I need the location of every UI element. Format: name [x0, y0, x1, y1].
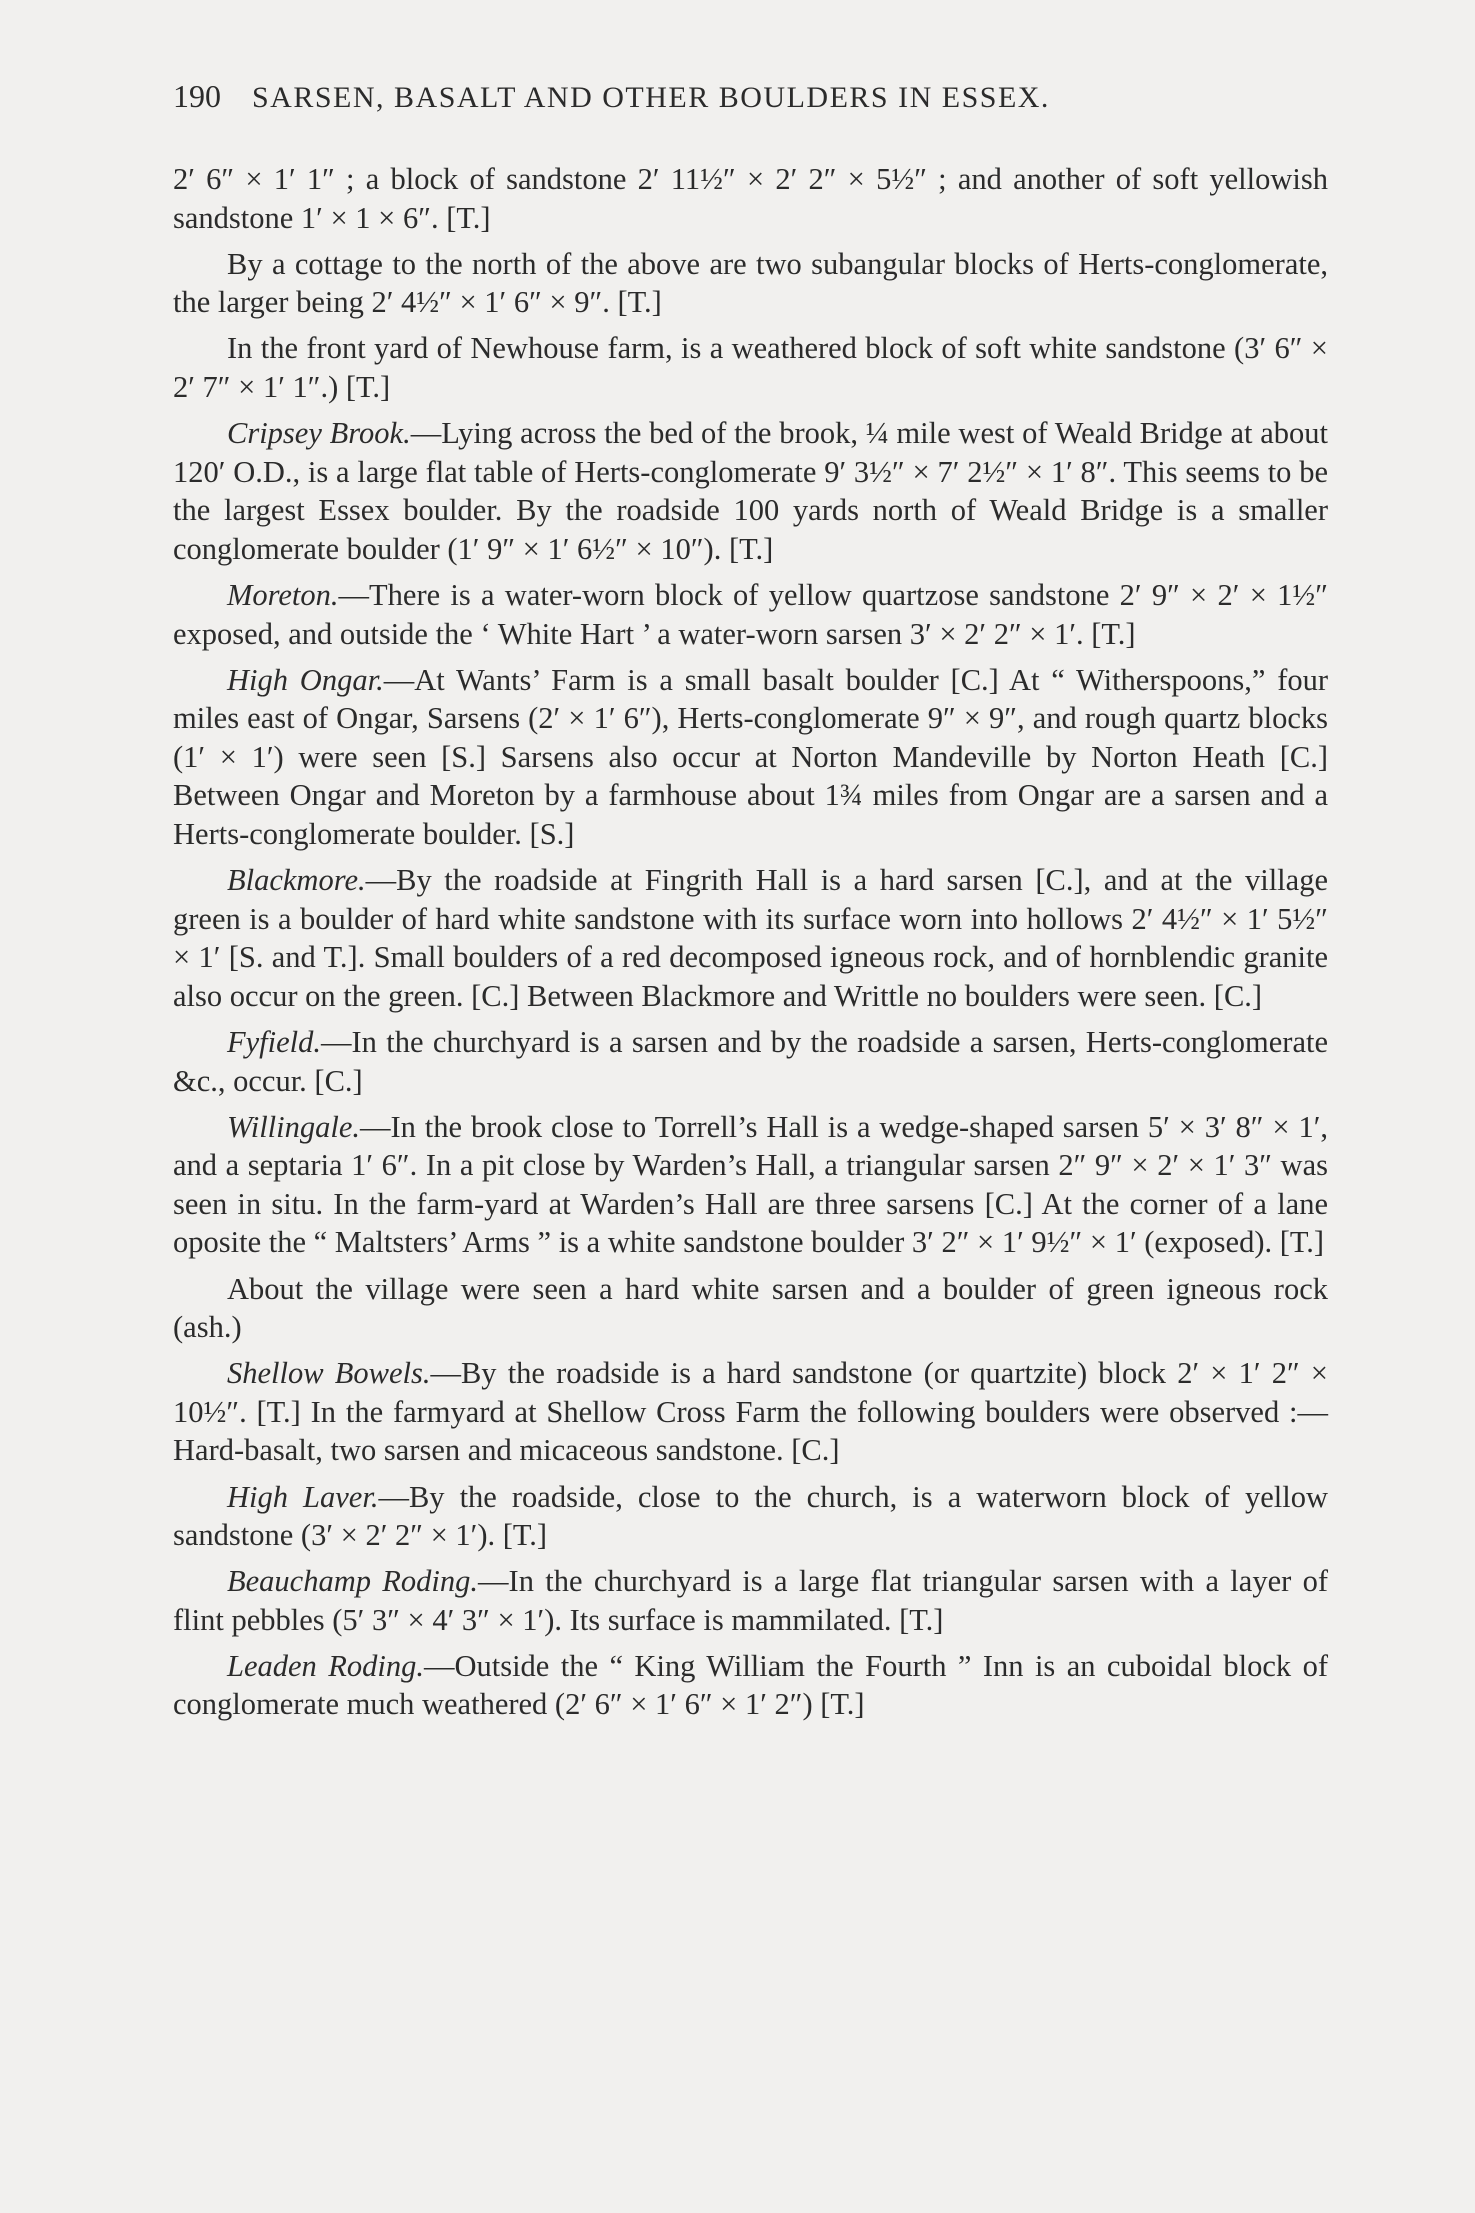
- paragraph: [173, 414, 1328, 568]
- page-body: [173, 160, 1328, 1732]
- paragraph-text: —By the roadside at Fingrith Hall is a hard sarsen [C.], and at the village green is a boulder of hard white sandstone with its surface worn into hollows 2′ 4½″ × 1′ 5½″ × 1′ [S. and T.]. Small boulders of a red decomposed igneous rock, and of hornblendic granite also occur on the green. [C.] Between Blackmore and Writtle no boulders were seen. [C.]: [173, 863, 1328, 1013]
- running-title: SARSEN, BASALT AND OTHER BOULDERS IN ESSEX.: [252, 81, 1050, 114]
- paragraph: [173, 1023, 1328, 1100]
- place-heading: Blackmore.: [227, 863, 366, 898]
- paragraph: [173, 329, 1328, 406]
- paragraph-text: —At Wants’ Farm is a small basalt boulder [C.] At “ Witherspoons,” four miles east of Ongar, Sarsens (2′ × 1′ 6″), Herts-conglomerate 9″ × 9″, and rough quartz blocks (1′ × 1′) were seen [S.] Sarsens also occur at Norton Mandeville by Norton Heath [C.] Between Ongar and Moreton by a farmhouse about 1¾ miles from Ongar are a sarsen and a Herts-conglomerate boulder. [S.]: [173, 662, 1329, 851]
- paragraph: [173, 1562, 1328, 1639]
- running-header: [173, 78, 1323, 116]
- place-heading: Beauchamp Roding.: [227, 1564, 479, 1599]
- paragraph-text: —In the brook close to Torrell’s Hall is a wedge-shaped sarsen 5′ × 3′ 8″ × 1′, and a septaria 1′ 6″. In a pit close by Warden’s Hall, a triangular sarsen 2″ 9″ × 2′ × 1′ 3″ was seen in situ. In the farm-yard at Warden’s Hall are three sarsens [C.] At the corner of a lane oposite the “ Maltsters’ Arms ” is a white sandstone boulder 3′ 2″ × 1′ 9½″ × 1′ (exposed). [T.]: [173, 1109, 1328, 1260]
- paragraph-text: —Outside the “ King William the Fourth ” Inn is an cuboidal block of conglomerate much weathered (2′ 6″ × 1′ 6″ × 1′ 2″) [T.]: [173, 1648, 1328, 1722]
- place-heading: Fyfield.: [227, 1024, 322, 1059]
- paragraph: [173, 1270, 1328, 1347]
- paragraph: [173, 1647, 1328, 1724]
- place-heading: Leaden Roding.: [227, 1648, 424, 1683]
- place-heading: Moreton.: [227, 577, 339, 612]
- place-heading: Willingale.: [227, 1109, 361, 1144]
- paragraph-text: By a cottage to the north of the above are two subangular blocks of Herts-conglomerate, the larger being 2′ 4½″ × 1′ 6″ × 9″. [T.]: [173, 246, 1328, 320]
- page-number: 190: [173, 78, 221, 114]
- paragraph: [173, 1108, 1328, 1262]
- place-heading: High Ongar.: [227, 662, 384, 697]
- paragraph: [173, 861, 1328, 1015]
- paragraph-text: —Lying across the bed of the brook, ¼ mile west of Weald Bridge at about 120′ O.D., is a large flat table of Herts-conglomerate 9′ 3½″ × 7′ 2½″ × 1′ 8″. This seems to be the largest Essex boulder. By the roadside 100 yards north of Weald Bridge is a smaller conglomerate boulder (1′ 9″ × 1′ 6½″ × 10″). [T.]: [173, 416, 1328, 566]
- place-heading: High Laver.: [227, 1479, 379, 1514]
- paragraph: [173, 661, 1328, 854]
- paragraph-text: 2′ 6″ × 1′ 1″ ; a block of sandstone 2′ 11½″ × 2′ 2″ × 5½″ ; and another of soft yellowish sandstone 1′ × 1 × 6″. [T.]: [173, 162, 1328, 235]
- paragraph: [173, 576, 1328, 653]
- paragraph-text: —There is a water-worn block of yellow quartzose sandstone 2′ 9″ × 2′ × 1½″ exposed, and outside the ‘ White Hart ’ a water-worn sarsen 3′ × 2′ 2″ × 1′. [T.]: [173, 577, 1328, 651]
- paragraph-text: About the village were seen a hard white sarsen and a boulder of green igneous rock (ash.): [173, 1271, 1328, 1345]
- place-heading: Cripsey Brook.: [227, 416, 411, 451]
- paragraph: [173, 1354, 1328, 1470]
- paragraph-text: —In the churchyard is a large flat triangular sarsen with a layer of flint pebbles (5′ 3″ × 4′ 3″ × 1′). Its surface is mammilated. [T.]: [173, 1564, 1328, 1637]
- paragraph: [173, 1478, 1328, 1555]
- paragraph-text: —By the roadside, close to the church, is a waterworn block of yellow sandstone (3′ × 2′ 2″ × 1′). [T.]: [173, 1479, 1328, 1553]
- place-heading: Shellow Bowels.: [227, 1356, 431, 1391]
- paragraph: [173, 245, 1328, 322]
- paragraph-text: —By the roadside is a hard sandstone (or quartzite) block 2′ × 1′ 2″ × 10½″. [T.] In the farmyard at Shellow Cross Farm the following boulders were observed :—Hard-basalt, two sarsen and micaceous sandstone. [C.]: [173, 1356, 1328, 1468]
- paragraph-text: —In the churchyard is a sarsen and by the roadside a sarsen, Herts-conglomerate &c., occur. [C.]: [173, 1024, 1328, 1098]
- paragraph: [173, 160, 1328, 237]
- paragraph-text: In the front yard of Newhouse farm, is a weathered block of soft white sandstone (3′ 6″ × 2′ 7″ × 1′ 1″.) [T.]: [173, 331, 1328, 404]
